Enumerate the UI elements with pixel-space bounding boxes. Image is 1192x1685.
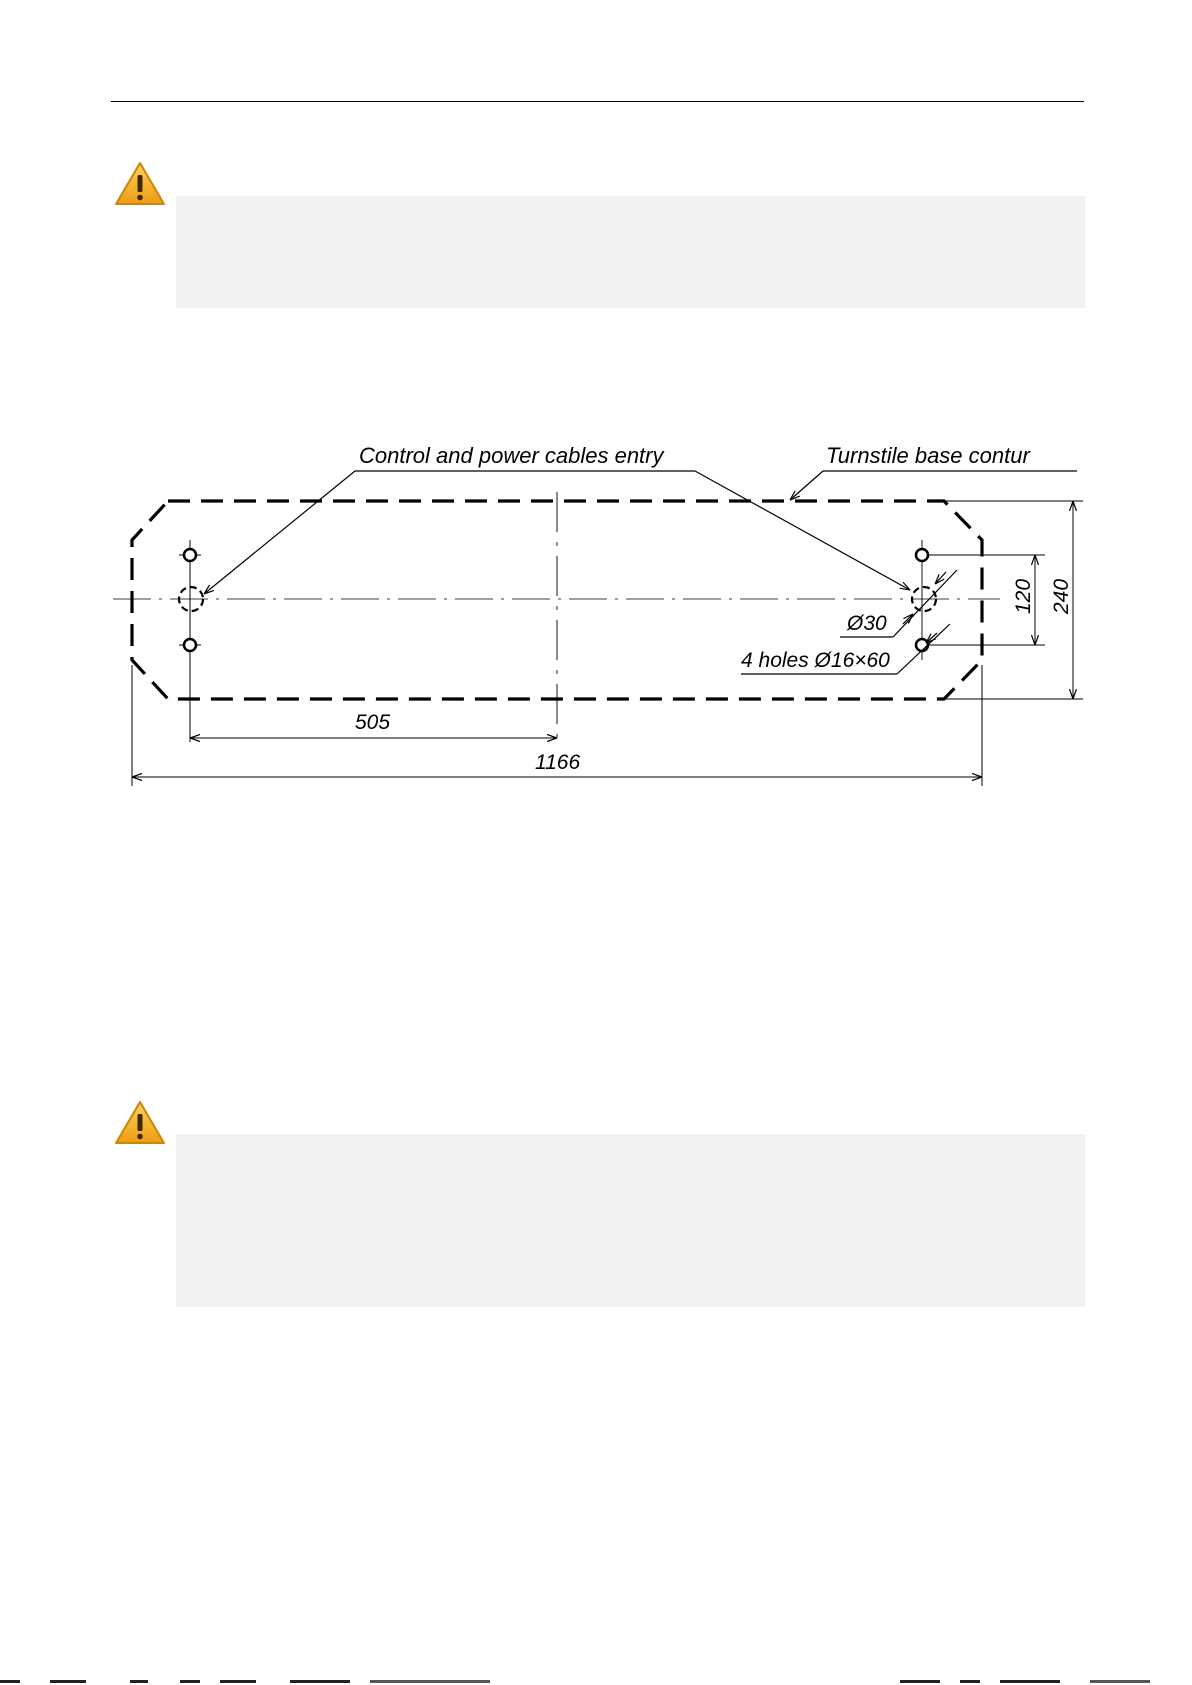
header-rule xyxy=(111,101,1084,102)
mounting-hole xyxy=(916,549,928,561)
hole-diameter-label: Ø30 xyxy=(847,612,887,635)
dimension-120: 120 xyxy=(1012,578,1035,614)
mounting-hole xyxy=(916,639,928,651)
holes-label: 4 holes Ø16×60 xyxy=(741,649,890,672)
cable-entry-label: Control and power cables entry xyxy=(359,443,664,468)
dimension-505: 505 xyxy=(355,711,391,734)
mounting-hole xyxy=(184,639,196,651)
mounting-diagram xyxy=(0,420,1192,800)
mounting-hole xyxy=(184,549,196,561)
note-box xyxy=(176,1134,1085,1307)
footer-strip xyxy=(0,1680,1192,1685)
warning-icon xyxy=(114,1100,166,1146)
warning-icon xyxy=(114,161,166,207)
dimension-240: 240 xyxy=(1050,578,1073,614)
note-box xyxy=(176,196,1085,308)
base-contour-label: Turnstile base contur xyxy=(826,443,1030,468)
dimension-1166: 1166 xyxy=(535,751,581,774)
